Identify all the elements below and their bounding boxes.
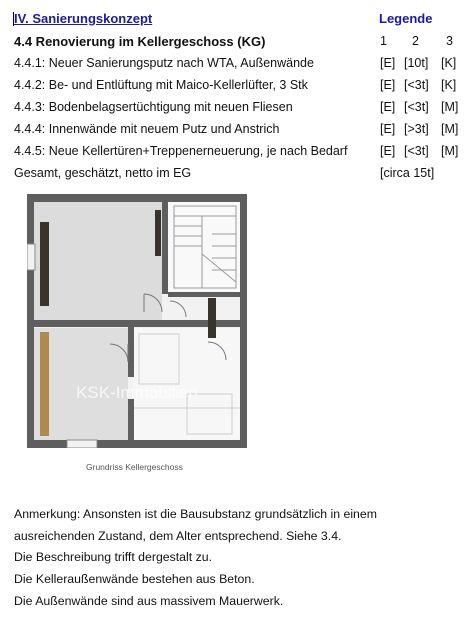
legend-col-3: 3 [446, 34, 453, 48]
item-col-3: [M] [441, 122, 459, 136]
item-row [14, 122, 464, 142]
note-line: Die Kelleraußenwände bestehen aus Beton. [14, 572, 255, 586]
item-col-2: [<3t] [404, 100, 429, 114]
item-col-2: [<3t] [404, 144, 429, 158]
item-label: 4.4.2: Be- und Entlüftung mit Maico-Kellerlüfter, 3 Stk [14, 78, 308, 92]
total-value: [circa 15t] [380, 166, 435, 180]
item-col-1: [E] [380, 100, 396, 114]
item-col-2: [<3t] [404, 78, 429, 92]
item-col-1: [E] [380, 78, 396, 92]
item-col-3: [K] [441, 56, 457, 70]
item-label: 4.4.3: Bodenbelagsertüchtigung mit neuen Fliesen [14, 100, 293, 114]
note-line: Die Beschreibung trifft dergestalt zu. [14, 550, 212, 564]
legend-heading: Legende [379, 11, 433, 26]
item-col-3: [M] [441, 100, 459, 114]
item-row [14, 56, 464, 76]
subsection-row [14, 34, 464, 54]
total-label: Gesamt, geschätzt, netto im EG [14, 166, 192, 180]
note-line: Anmerkung: Ansonsten ist die Bausubstanz grundsätzlich in einem [14, 507, 377, 521]
item-col-1: [E] [380, 56, 396, 70]
legend-col-2: 2 [412, 34, 419, 48]
note-line: ausreichenden Zustand, dem Alter entsprechend. Siehe 3.4. [14, 529, 342, 543]
floorplan-image [27, 194, 247, 448]
item-col-2: [>3t] [404, 122, 429, 136]
item-col-3: [K] [441, 78, 457, 92]
item-col-2: [10t] [404, 56, 429, 70]
note-line: Die Außenwände sind aus massivem Mauerwerk. [14, 594, 284, 608]
item-row [14, 78, 464, 98]
item-col-3: [M] [441, 144, 459, 158]
item-col-1: [E] [380, 144, 396, 158]
section-heading-link[interactable]: IV. Sanierungskonzept [14, 11, 153, 26]
floorplan-caption: Grundriss Kellergeschoss [86, 462, 183, 472]
item-col-1: [E] [380, 122, 396, 136]
floorplan-drawing [27, 194, 247, 448]
legend-col-1: 1 [380, 34, 387, 48]
item-label: 4.4.1: Neuer Sanierungsputz nach WTA, Außenwände [14, 56, 314, 70]
item-label: 4.4.4: Innenwände mit neuem Putz und Anstrich [14, 122, 280, 136]
watermark-text: KSK-Immobilien [76, 383, 198, 402]
subsection-title: 4.4 Renovierung im Kellergeschoss (KG) [14, 34, 266, 49]
item-row [14, 144, 464, 164]
item-label: 4.4.5: Neue Kellertüren+Treppenerneuerung, je nach Bedarf [14, 144, 348, 158]
total-row [14, 166, 464, 186]
item-row [14, 100, 464, 120]
